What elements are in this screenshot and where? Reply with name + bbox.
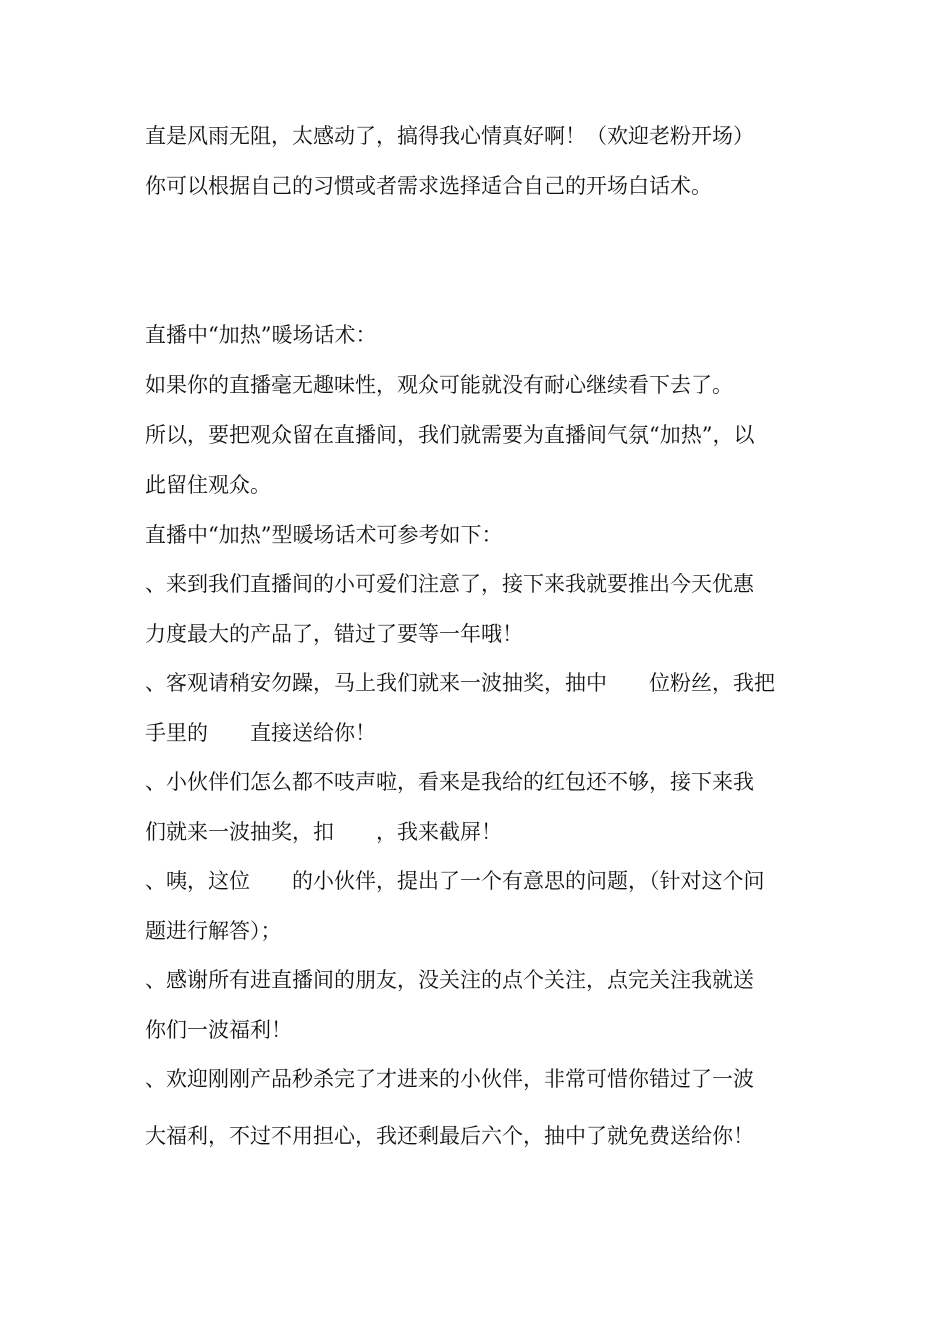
list-item-2-line-1: 、客观请稍安勿躁，马上我们就来一波抽奖，抽中 位粉丝，我把 xyxy=(145,671,775,695)
list-item-5-line-1: 、感谢所有进直播间的朋友，没关注的点个关注，点完关注我就送 xyxy=(145,968,754,992)
list-item-6-line-1: 、欢迎刚刚产品秒杀完了才进来的小伙伴，非常可惜你错过了一波 xyxy=(145,1067,754,1091)
paragraph-line-2: 所以，要把观众留在直播间，我们就需要为直播间气氛“加热”，以 xyxy=(145,423,755,447)
list-item-1-line-1: 、来到我们直播间的小可爱们注意了，接下来我就要推出今天优惠 xyxy=(145,572,754,596)
list-item-3-line-1: 、小伙伴们怎么都不吱声啦，看来是我给的红包还不够，接下来我 xyxy=(145,770,754,794)
list-item-1-line-2: 力度最大的产品了，错过了要等一年哦！ xyxy=(145,622,523,646)
list-item-2-line-2: 手里的 直接送给你！ xyxy=(145,721,376,745)
paragraph-line-1: 如果你的直播毫无趣味性，观众可能就没有耐心继续看下去了。 xyxy=(145,373,733,397)
list-item-6-line-2: 大福利，不过不用担心，我还剩最后六个，抽中了就免费送给你！ xyxy=(145,1124,754,1148)
section-heading: 直播中“加热”暖场话术： xyxy=(145,323,377,347)
list-item-4-line-2: 题进行解答）； xyxy=(145,919,282,943)
intro-line-2: 你可以根据自己的习惯或者需求选择适合自己的开场白话术。 xyxy=(145,174,712,198)
list-item-5-line-2: 你们一波福利！ xyxy=(145,1018,292,1042)
list-item-3-line-2: 们就来一波抽奖，扣 ，我来截屏！ xyxy=(145,820,502,844)
paragraph-line-3: 此留住观众。 xyxy=(145,473,271,497)
paragraph-line-4: 直播中“加热”型暖场话术可参考如下： xyxy=(145,523,503,547)
list-item-4-line-1: 、咦，这位 的小伙伴，提出了一个有意思的问题，（针对这个问 xyxy=(145,869,765,893)
intro-line-1: 直是风雨无阻，太感动了，搞得我心情真好啊！（欢迎老粉开场） xyxy=(145,124,754,148)
